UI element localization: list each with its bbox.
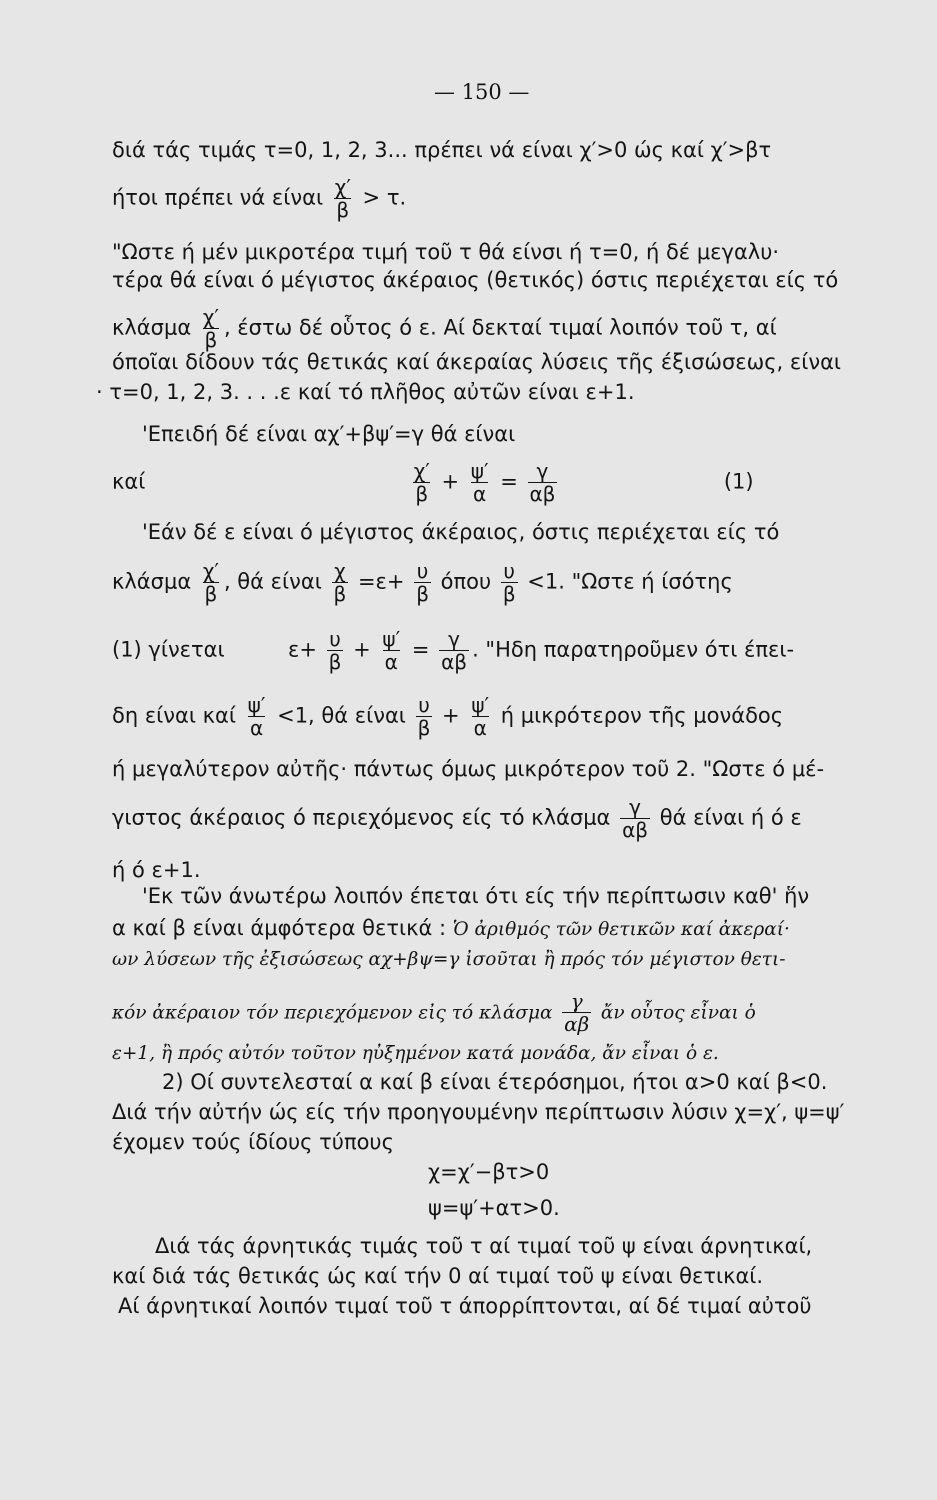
fraction: $\frac{\chi'}{\beta}$: [202, 559, 219, 606]
text-line: 2) Οί συντελεσταί α καί β είναι έτερόσημοι, ήτοι α>0 καί β<0.: [162, 1070, 828, 1094]
fraction: $\frac{\psi'}{\alpha}$: [471, 693, 490, 740]
fraction: $\frac{\gamma}{\alpha\beta}$: [622, 795, 649, 842]
fraction: $\frac{\psi'}{\alpha}$: [247, 693, 266, 740]
text-line: όποῖαι δίδουν τάς θετικάς καί άκεραίας λύσεις τῆς έξισώσεως, είναι: [112, 350, 842, 374]
fraction: $\frac{\gamma}{\alpha\beta}$: [564, 989, 590, 1036]
text-line: "Ωστε ή μέν μικροτέρα τιμή τοῦ τ θά είνσι ή τ=0, ή δέ μεγαλυ·: [112, 240, 780, 264]
text-line: 'Επειδή δέ είναι αχ′+βψ′=γ θά είναι: [142, 422, 516, 446]
fraction: $\frac{\chi}{\beta}$: [333, 559, 347, 606]
text-line: τέρα θά είναι ό μέγιστος άκέραιος (θετικός) όστις περιέχεται είς τό: [112, 268, 839, 292]
text-line: ή ό ε+1.: [112, 858, 201, 882]
fraction: $\frac{\chi'}{\beta}$: [334, 175, 351, 222]
text-line: γιστος άκέραιος ό περιεχόμενος είς τό κλάσμα $\frac{\gamma}{\alpha\beta}$ θά είναι ή ό ε: [112, 795, 802, 842]
text-line: Αί άρνητικαί λοιπόν τιμαί τοῦ τ άπορρίπτονται, αί δέ τιμαί αὐτοῦ: [118, 1294, 812, 1318]
italic-line: ε+1, ἢ πρός αὐτόν τοῦτον ηὐξημένον κατά μονάδα, ἄν εἶναι ὁ ε.: [112, 1043, 719, 1064]
text-line: ήτοι πρέπει νά είναι $\frac{\chi'}{\beta}$ > τ.: [112, 175, 407, 222]
fraction: $\frac{\gamma}{\alpha\beta}$: [529, 459, 556, 506]
text-line: έχομεν τούς ίδίους τύπους: [112, 1130, 394, 1154]
text-line: (1) γίνεται ε+ $\frac{\upsilon}{\beta}$ + $\frac{\psi'}{\alpha}$ = $\frac{\gamma}{\alpha\beta}$ . "Ηδη παρατηροῦμεν ότι έπει-: [112, 627, 795, 674]
equation-label: (1): [723, 469, 754, 494]
text-line: δη είναι καί $\frac{\psi'}{\alpha}$ <1, θά είναι $\frac{\upsilon}{\beta}$ + $\frac{\psi'}{\alpha}$ ή μικρότερον τῆς μονάδος: [112, 693, 784, 740]
formula-line: χ=χ′−βτ>0: [428, 1160, 550, 1184]
fraction: $\frac{\chi'}{\beta}$: [202, 305, 219, 352]
fraction: $\frac{\psi'}{\alpha}$: [470, 459, 489, 506]
fraction: $\frac{\upsilon}{\beta}$: [417, 693, 431, 740]
fraction: $\frac{\upsilon}{\beta}$: [502, 559, 516, 606]
text-line: Διά τήν αὐτήν ώς είς τήν προηγουμένην περίπτωσιν λύσιν χ=χ′, ψ=ψ′: [112, 1100, 845, 1124]
text-line: ή μεγαλύτερον αὐτῆς· πάντως όμως μικρότερον τοῦ 2. "Ωστε ό μέ-: [112, 757, 825, 781]
text-line: 'Εκ τῶν άνωτέρω λοιπόν έπεται ότι είς τήν περίπτωσιν καθ' ἥν: [142, 884, 810, 908]
fraction: $\frac{\upsilon}{\beta}$: [416, 559, 429, 606]
text-line: διά τάς τιμάς τ=0, 1, 2, 3... πρέπει νά είναι χ′>0 ώς καί χ′>βτ: [112, 138, 772, 162]
page-number: — 150 —: [434, 80, 530, 104]
italic-line: ων λύσεων τῆς ἐξισώσεως αχ+βψ=γ ἰσοῦται ἢ πρός τόν μέγιστον θετι-: [112, 949, 786, 970]
text-line: κλάσμα $\frac{\chi'}{\beta}$ , έστω δέ οὗτος ό ε. Αί δεκταί τιμαί λοιπόν τοῦ τ, αί: [112, 305, 777, 352]
text-line: Διά τάς άρνητικάς τιμάς τοῦ τ αί τιμαί τοῦ ψ είναι άρνητικαί,: [155, 1234, 813, 1258]
fraction: $\frac{\upsilon}{\beta}$: [328, 627, 342, 674]
italic-line: κόν ἀκέραιον τόν περιεχόμενον εἰς τό κλάσμα $\frac{\gamma}{\alpha\beta}$ ἄν οὗτος εἶναι ὁ: [112, 989, 756, 1036]
text-line: · τ=0, 1, 2, 3. . . .ε καί τό πλῆθος αὐτῶν είναι ε+1.: [96, 380, 635, 404]
text-line: α καί β είναι άμφότερα θετικά : Ὁ ἀριθμός τῶν θετικῶν καί ἀκεραί·: [112, 916, 790, 940]
text-line: καί διά τάς θετικάς ώς καί τήν 0 αί τιμαί τοῦ ψ είναι θετικαί.: [112, 1264, 764, 1288]
fraction: $\frac{\chi'}{\beta}$: [413, 459, 430, 506]
text-line: κλάσμα $\frac{\chi'}{\beta}$ , θά είναι $\frac{\chi}{\beta}$ =ε+ $\frac{\upsilon}{\beta}$ όπου $\frac{\upsilon}{\beta}$ <1. "Ωστε ή ίσότης: [112, 559, 733, 606]
formula-line: ψ=ψ′+ατ>0.: [428, 1196, 560, 1220]
equation-1: καί $\frac{\chi'}{\beta}$ + $\frac{\psi'}{\alpha}$ = $\frac{\gamma}{\alpha\beta}$ (1): [112, 459, 754, 506]
fraction: $\frac{\gamma}{\alpha\beta}$: [441, 627, 468, 674]
text-line: 'Εάν δέ ε είναι ό μέγιστος άκέραιος, όστις περιέχεται είς τό: [142, 520, 780, 544]
fraction: $\frac{\psi'}{\alpha}$: [382, 627, 401, 674]
